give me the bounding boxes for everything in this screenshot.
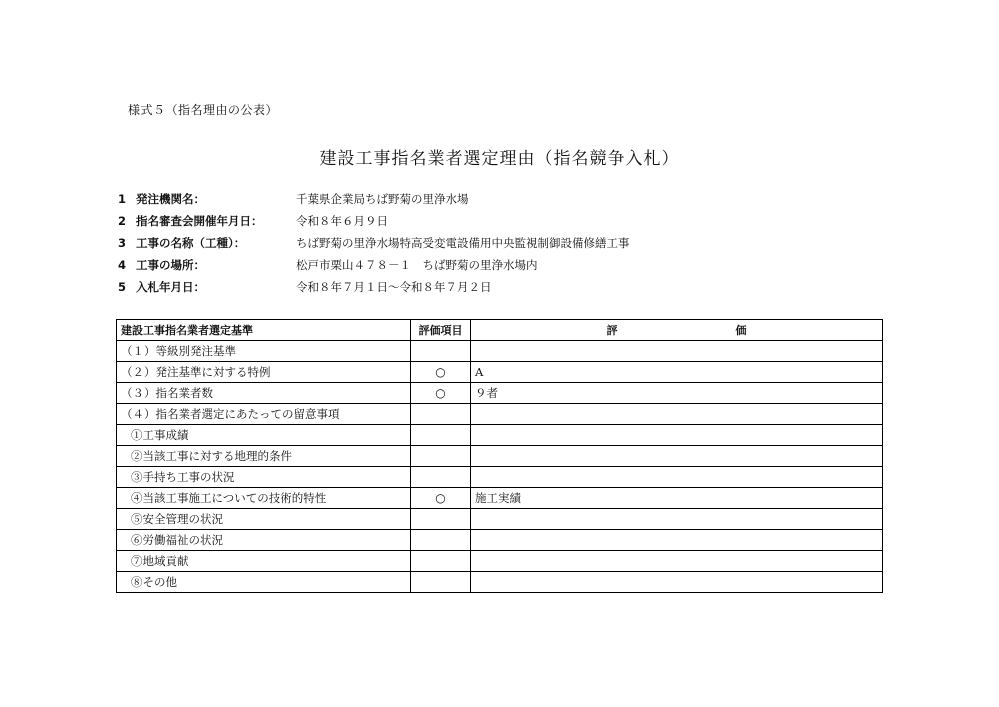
info-number: 3: [118, 236, 127, 250]
info-row-review-date: [118, 210, 898, 232]
evaluation-cell: [471, 467, 883, 488]
evaluation-cell: [471, 572, 883, 593]
info-row-construction-location: [118, 254, 898, 276]
info-value: 令和８年７月１日～令和８年７月２日: [296, 280, 492, 294]
criteria-cell: ⑧その他: [117, 572, 411, 593]
document-title: 建設工事指名業者選定理由（指名競争入札）: [319, 149, 680, 169]
evaluation-item-cell: [411, 530, 471, 551]
header-evaluation: [471, 320, 883, 341]
info-row-bid-date: [118, 276, 898, 298]
info-number: 4: [118, 258, 127, 272]
criteria-cell: ①工事成績: [117, 425, 411, 446]
criteria-cell: （３）指名業者数: [117, 383, 411, 404]
table-row: [117, 530, 883, 551]
criteria-cell: （２）発注基準に対する特例: [117, 362, 411, 383]
criteria-cell: （４）指名業者選定にあたっての留意事項: [117, 404, 411, 425]
info-label: 入札年月日：: [136, 280, 205, 294]
evaluation-item-cell: [411, 572, 471, 593]
info-label: 工事の名称（工種）：: [136, 236, 246, 250]
criteria-cell: ⑤安全管理の状況: [117, 509, 411, 530]
info-label: 発注機関名：: [136, 192, 205, 206]
evaluation-item-cell: [411, 404, 471, 425]
criteria-cell: （１）等級別発注基準: [117, 341, 411, 362]
table-row: [117, 404, 883, 425]
evaluation-cell: [471, 341, 883, 362]
table-row: [117, 551, 883, 572]
table-row: [117, 446, 883, 467]
table-row: [117, 362, 883, 383]
form-number-label: 様式５（指名理由の公表）: [128, 103, 279, 117]
table-row: [117, 341, 883, 362]
criteria-cell: ⑦地域貢献: [117, 551, 411, 572]
table-row: [117, 488, 883, 509]
info-label: 指名審査会開催年月日：: [136, 214, 263, 228]
header-criteria: 建設工事指名業者選定基準: [117, 320, 411, 341]
table-row: [117, 467, 883, 488]
header-evaluation-text: 評価: [606, 324, 747, 337]
evaluation-cell: [471, 509, 883, 530]
info-label: 工事の場所：: [136, 258, 205, 272]
evaluation-cell: [471, 551, 883, 572]
evaluation-item-cell: ○: [411, 488, 471, 509]
table-row: [117, 509, 883, 530]
evaluation-item-cell: ○: [411, 362, 471, 383]
info-value: 松戸市栗山４７８－１ ちば野菊の里浄水場内: [296, 258, 538, 272]
evaluation-item-cell: [411, 551, 471, 572]
evaluation-item-cell: [411, 446, 471, 467]
selection-criteria-table: [116, 319, 883, 593]
evaluation-cell: A: [471, 362, 883, 383]
info-number: 5: [118, 280, 127, 294]
evaluation-cell: [471, 530, 883, 551]
evaluation-cell: ９者: [471, 383, 883, 404]
criteria-cell: ④当該工事施工についての技術的特性: [117, 488, 411, 509]
criteria-cell: ⑥労働福祉の状況: [117, 530, 411, 551]
evaluation-item-cell: [411, 341, 471, 362]
table-header-row: [117, 320, 883, 341]
info-number: 1: [118, 192, 127, 206]
table-row: [117, 425, 883, 446]
info-value: 千葉県企業局ちば野菊の里浄水場: [296, 192, 469, 206]
evaluation-cell: [471, 425, 883, 446]
evaluation-item-cell: ○: [411, 383, 471, 404]
info-number: 2: [118, 214, 127, 228]
criteria-cell: ②当該工事に対する地理的条件: [117, 446, 411, 467]
header-evaluation-item: 評価項目: [411, 320, 471, 341]
info-row-ordering-agency: [118, 188, 898, 210]
evaluation-item-cell: [411, 509, 471, 530]
info-row-construction-name: [118, 232, 898, 254]
evaluation-item-cell: [411, 425, 471, 446]
info-value: 令和８年６月９日: [296, 214, 388, 228]
criteria-cell: ③手持ち工事の状況: [117, 467, 411, 488]
info-value: ちば野菊の里浄水場特高受変電設備用中央監視制御設備修繕工事: [296, 236, 630, 250]
evaluation-cell: 施工実績: [471, 488, 883, 509]
evaluation-cell: [471, 446, 883, 467]
info-section: [118, 188, 898, 298]
table-row: [117, 572, 883, 593]
evaluation-item-cell: [411, 467, 471, 488]
table-row: [117, 383, 883, 404]
evaluation-cell: [471, 404, 883, 425]
